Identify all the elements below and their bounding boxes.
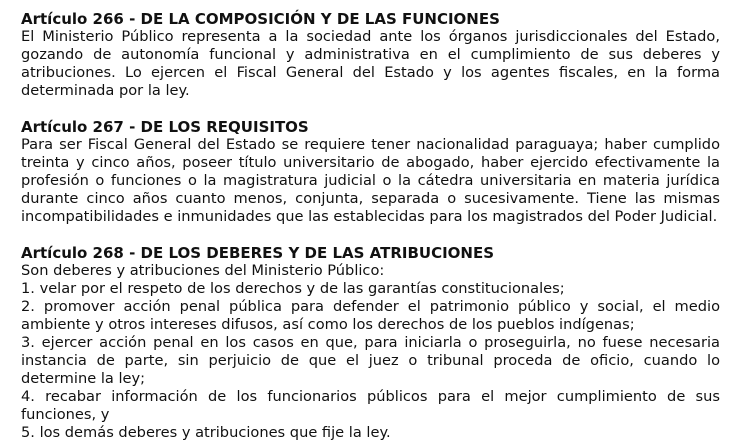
list-item: 2. promover acción penal pública para defender el patrimonio público y social, el medio ambiente y otros intereses difusos, así como los derechos de los pueblos indígenas; [21,298,720,333]
article-266-text: El Ministerio Público representa a la sociedad ante los órganos jurisdiccionales del Estado, gozando de autonomía funcional y administrativa en el cumplimiento de sus deberes y atribuciones. Lo ejercen el Fiscal General del Estado y los agentes fiscales, en la forma determinada por la ley. [21,28,720,99]
article-267-heading: Artículo 267 - DE LOS REQUISITOS [21,118,309,136]
list-item: 1. velar por el respeto de los derechos y de las garantías constitucionales; [21,280,565,297]
article-268-heading: Artículo 268 - DE LOS DEBERES Y DE LAS ATRIBUCIONES [21,244,495,262]
article-267 [21,118,720,226]
list-item: 4. recabar información de los funcionarios públicos para el mejor cumplimiento de sus funciones, y [21,388,720,423]
article-266 [21,10,720,100]
article-267-text: Para ser Fiscal General del Estado se requiere tener nacionalidad paraguaya; haber cumplido treinta y cinco años, poseer título universitario de abogado, haber ejercido efectivamente la profesión o funciones o la magistratura judicial o la cátedra universitaria en materia jurídica durante cinco años cuanto menos, conjunta, separada o sucesivamente. Tiene las mismas incompatibilidades e inmunidades que las establecidas para los magistrados del Poder Judicial. [21,136,720,225]
article-268 [21,244,720,442]
article-268-intro: Son deberes y atribuciones del Ministerio Público: [21,262,385,279]
list-item: 5. los demás deberes y atribuciones que fije la ley. [21,424,391,441]
article-268-list [21,280,720,442]
list-item: 3. ejercer acción penal en los casos en que, para iniciarla o proseguirla, no fuese necesaria instancia de parte, sin perjuicio de que el juez o tribunal proceda de oficio, cuando lo determine la ley; [21,334,720,387]
article-266-heading: Artículo 266 - DE LA COMPOSICIÓN Y DE LAS FUNCIONES [21,10,500,28]
